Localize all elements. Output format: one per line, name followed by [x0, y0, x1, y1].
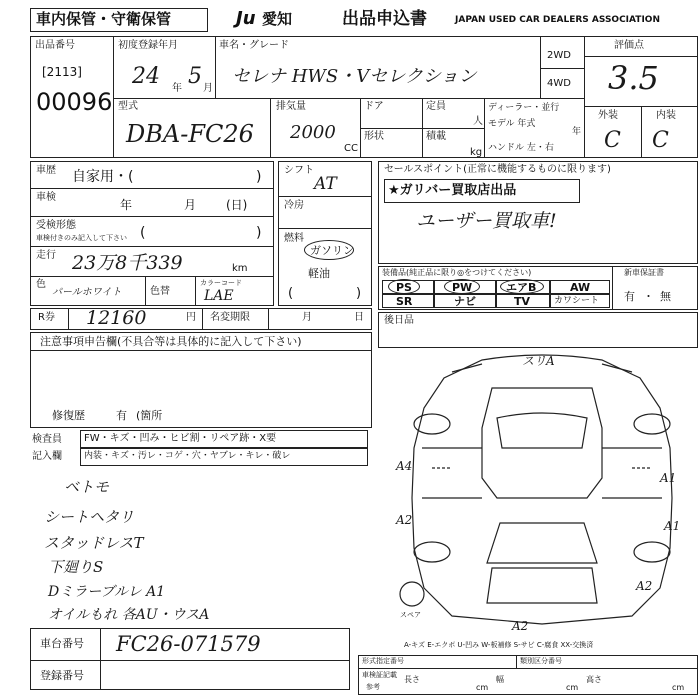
damage-legend: A-キズ E-エクボ U-凹み W-板補修 S-サビ C-腐食 XX-交換済 [404, 641, 594, 649]
drive-4wd: 4WD [547, 78, 571, 89]
fuel-label: 燃料 [284, 233, 304, 244]
inspection-label: 車検 [36, 192, 56, 203]
displacement-value: 2000 [290, 122, 336, 143]
person-unit: 人 [473, 116, 483, 127]
shape-label: 形状 [364, 131, 384, 142]
car-roof [482, 388, 602, 498]
history-value: 自家用・( [72, 169, 134, 185]
ju-logo: Ju [236, 8, 256, 29]
recycle-value: 12160 [86, 307, 147, 329]
ext-value: C [604, 128, 621, 153]
model-label: 車名・グレード [219, 40, 289, 51]
color-change-label: 色替 [150, 286, 170, 297]
inspector-fw-row: FW・キズ・凹み・ヒビ割・リペア跡・X要 [84, 433, 277, 444]
mileage-value: 23万8千339 [72, 252, 183, 274]
equipment-label: 装備品(純正品に限り◎をつけてください) [382, 268, 532, 277]
inspection-day: (日) [226, 198, 248, 212]
shift-label: シフト [284, 165, 314, 176]
warranty-yes: 有 [624, 290, 635, 303]
dealer-label: ディーラー・並行 [488, 103, 560, 113]
capacity-label: 定員 [426, 101, 446, 112]
color-code-value: LAE [204, 288, 234, 304]
spec-length-unit: cm [476, 683, 489, 692]
equip-sr: SR [396, 295, 413, 308]
lot-label: 出品番号 [35, 40, 75, 51]
spare-wheel [400, 582, 424, 606]
warranty-label: 新車保証書 [624, 268, 664, 277]
car-outline [412, 355, 672, 624]
fuel-gasoline: ガソリン [310, 244, 354, 257]
storage-title: 車内保管・守衛保管 [36, 10, 172, 28]
note-line-2: シートヘタリ [44, 508, 135, 526]
note-line-3: スタッドレスT [44, 534, 144, 552]
form-number-label: 形式指定番号 [362, 657, 404, 665]
spec-label: 車検証記載 [362, 671, 397, 679]
form-title: 出品申込書 [342, 9, 427, 29]
kg-unit: kg [470, 147, 483, 158]
diagram-top-mark: スリA [522, 354, 555, 368]
diagram-mark-a2-bottom: A2 [512, 619, 529, 633]
inspector-fill-label: 記入欄 [32, 451, 62, 462]
int-label: 内装 [656, 110, 676, 121]
warranty-no: 無 [660, 290, 671, 303]
wheel-rear-left [414, 542, 450, 562]
history-close: ) [256, 169, 262, 185]
note-line-4: 下廻りS [48, 558, 104, 576]
repair-value: 有 [116, 409, 127, 422]
shift-value: AT [314, 174, 337, 194]
acceptance-label: 受検形態 [36, 220, 76, 231]
diagram-mark-a2-left: A2 [396, 513, 413, 527]
model-year-label: モデル 年式 [488, 119, 536, 129]
car-rear-window [487, 523, 597, 563]
spec-height-unit: cm [672, 683, 685, 692]
note-line-1: ベトモ [64, 478, 110, 496]
spec-width-unit: cm [566, 683, 579, 692]
rating-label: 評価点 [614, 40, 644, 51]
first-reg-label: 初度登録年月 [118, 40, 178, 51]
color-value: パールホワイト [52, 287, 122, 298]
car-windshield [497, 413, 587, 448]
lot-bracket: [2113] [42, 65, 82, 79]
fuel-close: ) [356, 286, 362, 301]
repair-label: 修復歴 [52, 409, 85, 422]
cc-unit: CC [344, 143, 358, 154]
notes-label: 注意事項申告欄(不具合等は具体的に記入して下さい) [40, 335, 302, 348]
wheel-rear-right [634, 542, 670, 562]
equip-ps: PS [396, 281, 412, 294]
warranty-dot: ・ [643, 290, 654, 303]
recycle-row [30, 308, 372, 330]
ext-label: 外装 [598, 110, 618, 121]
spec-height: 高さ [586, 675, 602, 684]
spec-length: 長さ [404, 675, 420, 684]
spec-ref: 参考 [366, 683, 380, 691]
fuel-open: ( [288, 286, 294, 301]
inspection-year: 年 [120, 198, 133, 212]
acceptance-open: ( [140, 225, 146, 241]
note-line-5: Dミラーブルレ A1 [48, 584, 166, 600]
chassis-label: 車台番号 [40, 637, 84, 650]
first-reg-year: 24 [132, 64, 160, 89]
car-trunk [487, 568, 597, 603]
repair-place: (箇所 [136, 409, 163, 422]
mileage-label: 走行 [36, 250, 56, 261]
cooler-label: 冷房 [284, 200, 304, 211]
door-label: ドア [364, 101, 384, 112]
rating-value: 3.5 [608, 59, 659, 97]
color-label: 色 [36, 279, 46, 290]
chassis-value: FC26-071579 [116, 632, 261, 656]
type-value: DBA-FC26 [126, 120, 254, 148]
name-change-day: 日 [354, 312, 364, 323]
recycle-yen: 円 [186, 312, 196, 323]
gulliver-label: ★ガリバー買取店出品 [388, 183, 517, 198]
note-line-6: オイルもれ 各AU・ウスA [48, 607, 210, 623]
handle-label: ハンドル 左・右 [488, 143, 554, 153]
selling-points-handwritten: ユーザー買取車! [416, 210, 557, 232]
recycle-label: R券 [38, 312, 55, 323]
model-value: セレナ HWS・Vセレクション [232, 66, 477, 87]
spare-label: スペア [400, 611, 421, 619]
equip-airbag: エアB [506, 281, 537, 294]
category-label: 類別区分番号 [520, 657, 562, 665]
color-code-label: カラーコード [200, 279, 242, 287]
diagram-mark-a2-rear: A2 [636, 579, 653, 593]
type-label: 型式 [118, 101, 138, 112]
equip-tv: TV [514, 295, 531, 308]
diagram-mark-a1-right: A1 [664, 519, 681, 533]
name-change-month: 月 [302, 312, 312, 323]
inspector-label: 検査員 [32, 434, 62, 445]
inspection-month: 月 [184, 198, 197, 212]
diagram-mark-a4: A4 [396, 459, 413, 473]
equip-navi: ナビ [454, 295, 476, 308]
back-items-block [378, 312, 698, 348]
drive-2wd: 2WD [547, 50, 571, 61]
car-diagram [392, 348, 692, 638]
association-name: JAPAN USED CAR DEALERS ASSOCIATION [455, 15, 660, 25]
km-unit: km [232, 263, 248, 274]
spec-width: 幅 [496, 675, 504, 684]
registration-label: 登録番号 [40, 669, 84, 682]
back-items-label: 後日品 [384, 315, 414, 326]
history-label: 車歴 [36, 165, 56, 176]
diagram-mark-a1-right-top: A1 [660, 471, 677, 485]
acceptance-close: ) [256, 225, 262, 241]
month-char: 月 [203, 83, 213, 94]
equip-aw: AW [570, 281, 591, 294]
name-change-label: 名変期限 [210, 312, 250, 323]
year-unit: 年 [572, 127, 582, 137]
year-char: 年 [172, 83, 182, 94]
inspector-int-row: 内装・キズ・汚レ・コゲ・穴・ヤブレ・キレ・破レ [84, 451, 291, 461]
fuel-light-oil: 軽油 [308, 267, 330, 280]
equip-seat: カワシート [554, 296, 600, 306]
acceptance-note: 車検付きのみ記入して下さい [36, 234, 127, 242]
load-label: 積載 [426, 131, 446, 142]
int-value: C [652, 128, 669, 153]
selling-points-label: セールスポイント(正常に機能するものに限ります) [384, 164, 611, 175]
aichi-label: 愛知 [262, 10, 293, 28]
displacement-label: 排気量 [276, 101, 306, 112]
equip-pw: PW [452, 281, 473, 294]
lot-number: 00096 [36, 88, 113, 116]
first-reg-month: 5 [188, 64, 202, 89]
